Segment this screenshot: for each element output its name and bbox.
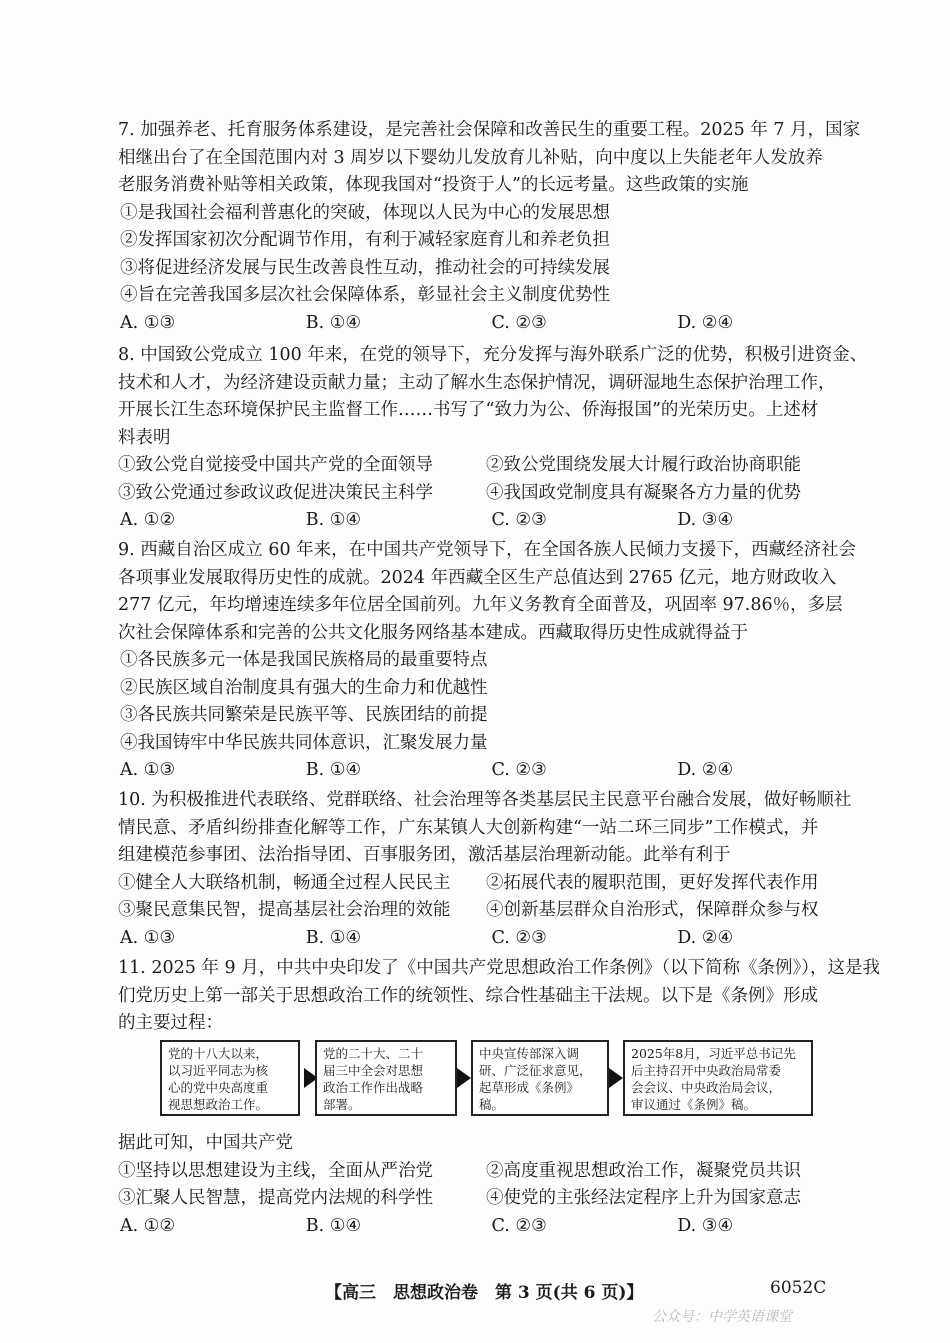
footer-page-info: 【高三 思想政治卷 第 3 页(共 6 页)】 <box>325 1283 644 1303</box>
question-7-stem-line: 老服务消费补贴等相关政策，体现我国对“投资于人”的长远考量。这些政策的实施 <box>118 175 749 195</box>
flow-step-4-line: 后主持召开中央政治局常委 <box>631 1063 782 1078</box>
question-8-option-row <box>118 480 863 508</box>
question-10-option: ④创新基层群众自治形式，保障群众参与权 <box>486 900 819 920</box>
choice-a: A. ①③ <box>120 312 176 333</box>
question-7-option: ①是我国社会福利普惠化的突破，体现以人民为中心的发展思想 <box>120 202 610 223</box>
choice-b: B. ①④ <box>305 1215 362 1236</box>
question-10-stem-line: 组建模范参事团、法治指导团、百事服务团，激活基层治理新动能。此举有利于 <box>118 845 731 865</box>
question-9-stem-line: 9. 西藏自治区成立 60 年来，在中国共产党领导下，在全国各族人民倾力支援下，西藏经济社会 <box>118 540 857 560</box>
question-8-stem-line: 开展长江生态环境保护民主监督工作……书写了“致力为公、侨海报国”的光荣历史。上述材 <box>118 400 819 420</box>
flow-step-2-line: 部署。 <box>323 1097 361 1112</box>
question-8-option: ①致公党自觉接受中国共产党的全面领导 <box>118 455 433 475</box>
question-7-option: ②发挥国家初次分配调节作用，有利于减轻家庭育儿和养老负担 <box>120 230 610 250</box>
question-10 <box>118 787 863 952</box>
choice-a: A. ①② <box>120 1215 176 1236</box>
question-10-stem-line: 10. 为积极推进代表联络、党群联络、社会治理等各类基层民主民意平台融合发展，做好畅顺社 <box>118 790 852 810</box>
question-11-option: ②高度重视思想政治工作，凝聚党员共识 <box>486 1160 801 1181</box>
question-11-stem-line: 们党历史上第一部关于思想政治工作的统领性、综合性基础主干法规。以下是《条例》形成 <box>118 985 818 1006</box>
flow-step-4 <box>623 1040 813 1116</box>
question-11-stem-line: 的主要过程： <box>118 1013 223 1033</box>
question-11-option: ③汇聚人民智慧，提高党内法规的科学性 <box>118 1188 433 1208</box>
choice-c: C. ②③ <box>491 760 547 780</box>
flow-step-2 <box>315 1040 457 1116</box>
question-10-option: ③聚民意集民智，提高基层社会治理的效能 <box>118 900 451 920</box>
question-11-option-row <box>118 1185 863 1213</box>
question-10-choices <box>118 925 863 953</box>
flow-step-1 <box>160 1040 300 1116</box>
flow-step-3-line: 稿。 <box>479 1097 505 1112</box>
question-8-choices <box>118 507 863 535</box>
arrow-right-icon <box>609 1068 623 1088</box>
question-9-option: ④我国铸牢中华民族共同体意识，汇聚发展力量 <box>120 732 488 753</box>
question-8-stem-line: 8. 中国致公党成立 100 年来，在党的领导下，充分发挥与海外联系广泛的优势，积极引进资金、 <box>118 345 868 365</box>
question-7-stem-line: 相继出台了在全国范围内对 3 周岁以下婴幼儿发放育儿补贴，向中度以上失能老年人发放养 <box>118 147 823 168</box>
question-9-stem-line: 次社会保障体系和完善的公共文化服务网络基本建成。西藏取得历史性成就得益于 <box>118 622 748 643</box>
flow-step-4-line: 审议通过《条例》稿。 <box>631 1097 757 1112</box>
flow-step-2-line: 政治工作作出战略 <box>323 1080 424 1095</box>
question-10-option: ②拓展代表的履职范围，更好发挥代表作用 <box>486 872 819 893</box>
question-11-stem-line: 11. 2025 年 9 月，中共中央印发了《中国共产党思想政治工作条例》（以下简称《条例》），这是我 <box>118 958 880 978</box>
process-flowchart <box>160 1040 820 1118</box>
choice-b: B. ①④ <box>305 510 362 530</box>
question-7 <box>118 117 863 337</box>
question-11-option: ④使党的主张经法定程序上升为国家意志 <box>486 1188 801 1208</box>
choice-c: C. ②③ <box>491 312 547 333</box>
choice-d: D. ②④ <box>677 760 734 780</box>
question-8 <box>118 342 868 535</box>
question-7-option: ④旨在完善我国多层次社会保障体系，彰显社会主义制度优势性 <box>120 285 610 305</box>
question-11 <box>118 955 880 1038</box>
choice-b: B. ①④ <box>305 760 362 780</box>
flow-step-3-line: 中央宣传部深入调 <box>479 1046 580 1061</box>
choice-c: C. ②③ <box>491 927 547 948</box>
question-8-option: ④我国政党制度具有凝聚各方力量的优势 <box>486 482 801 503</box>
question-10-option: ①健全人大联络机制，畅通全过程人民民主 <box>118 872 451 893</box>
question-9-option: ②民族区域自治制度具有强大的生命力和优越性 <box>120 677 488 698</box>
question-9-stem-line: 各项事业发展取得历史性的成就。2024 年西藏全区生产总值达到 2765 亿元，地方财政收入 <box>118 567 837 588</box>
watermark: 公众号：中学英语课堂 <box>652 1309 792 1325</box>
choice-a: A. ①② <box>120 510 176 530</box>
choice-d: D. ③④ <box>677 510 734 530</box>
footer-code: 6052C <box>770 1278 827 1298</box>
choice-c: C. ②③ <box>491 510 547 530</box>
question-8-option: ②致公党围绕发展大计履行政治协商职能 <box>486 455 801 475</box>
question-11-option: ①坚持以思想建设为主线，全面从严治党 <box>118 1160 433 1181</box>
question-9-option: ③各民族共同繁荣是民族平等、民族团结的前提 <box>120 705 488 725</box>
question-11-choices <box>118 1213 863 1241</box>
choice-a: A. ①③ <box>120 927 176 948</box>
flow-step-1-line: 以习近平同志为核 <box>168 1063 269 1078</box>
question-8-stem-line: 料表明 <box>118 427 171 448</box>
flow-step-2-line: 届三中全会对思想 <box>323 1063 424 1078</box>
question-9-option: ①各民族多元一体是我国民族格局的最重要特点 <box>120 650 488 670</box>
flow-step-3 <box>471 1040 609 1116</box>
flow-step-1-line: 党的十八大以来， <box>168 1046 269 1061</box>
flow-step-1-line: 视思想政治工作。 <box>168 1097 269 1112</box>
choice-b: B. ①④ <box>305 312 362 333</box>
choice-d: D. ②④ <box>677 927 734 948</box>
question-7-choices <box>118 310 863 338</box>
question-9-stem-line: 277 亿元，年均增速连续多年位居全国前列。九年义务教育全面普及，巩固率 97.86％，多层 <box>118 595 843 615</box>
flow-step-1-line: 心的党中央高度重 <box>168 1080 269 1095</box>
choice-c: C. ②③ <box>491 1215 547 1236</box>
question-11-option-row <box>118 1158 863 1186</box>
question-10-option-row <box>118 870 863 898</box>
question-9-choices <box>118 757 863 785</box>
choice-d: D. ②④ <box>677 312 734 333</box>
choice-b: B. ①④ <box>305 927 362 948</box>
choice-a: A. ①③ <box>120 760 176 780</box>
question-7-option: ③将促进经济发展与民生改善良性互动，推动社会的可持续发展 <box>120 257 610 278</box>
question-8-option: ③致公党通过参政议政促进决策民主科学 <box>118 482 433 503</box>
question-10-option-row <box>118 897 863 925</box>
question-8-stem-line: 技术和人才，为经济建设贡献力量；主动了解水生态保护情况，调研湿地生态保护治理工作， <box>118 372 836 393</box>
flow-step-4-line: 2025年8月，习近平总书记先 <box>631 1046 796 1061</box>
question-7-stem-line: 7. 加强养老、托育服务体系建设，是完善社会保障和改善民生的重要工程。2025 年 7 月，国家 <box>118 120 861 140</box>
flow-step-3-line: 研、广泛征求意见， <box>479 1063 592 1078</box>
question-11-continued <box>118 1130 863 1240</box>
question-11-lead: 据此可知，中国共产党 <box>118 1133 293 1153</box>
arrow-right-icon <box>457 1068 471 1088</box>
choice-d: D. ③④ <box>677 1215 734 1236</box>
question-8-option-row <box>118 452 863 480</box>
flow-step-4-line: 会会议、中央政治局会议， <box>631 1080 782 1095</box>
question-9 <box>118 537 863 785</box>
question-10-stem-line: 情民意、矛盾纠纷排查化解等工作，广东某镇人大创新构建“一站二环三同步”工作模式，并 <box>118 817 819 838</box>
flow-step-2-line: 党的二十大、二十 <box>323 1046 424 1061</box>
flow-step-3-line: 起草形成《条例》 <box>479 1080 580 1095</box>
